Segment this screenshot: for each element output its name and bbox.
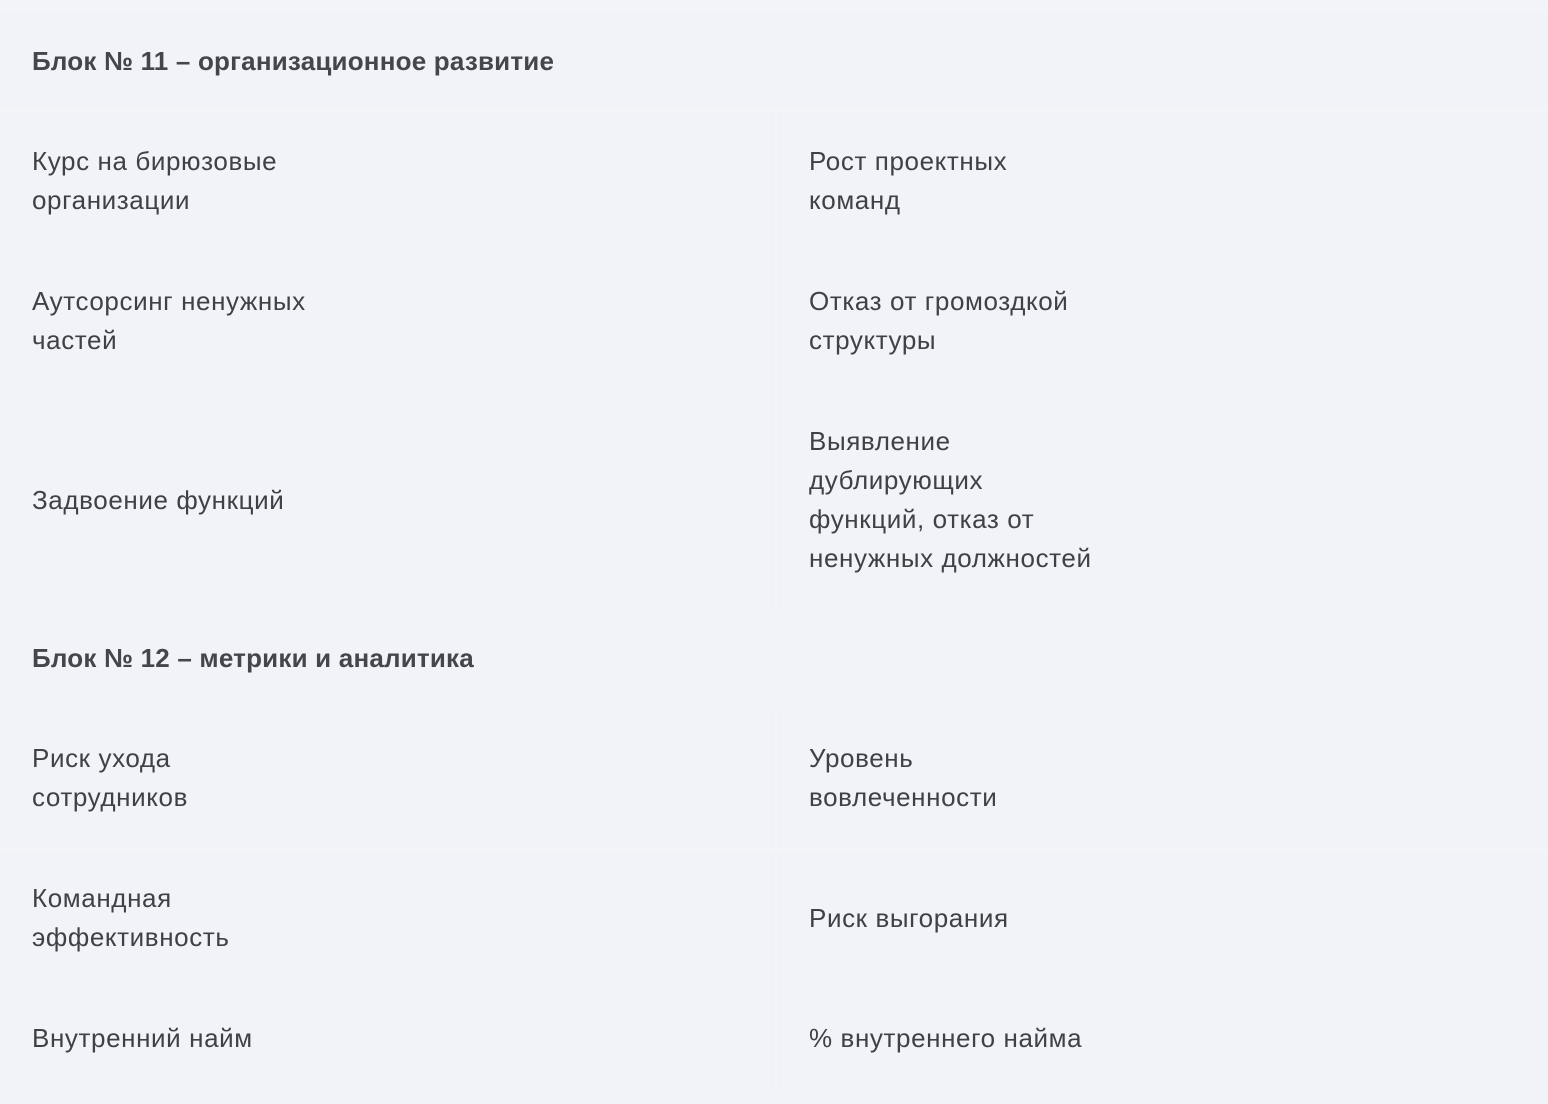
- cell-right-text: Уровень вовлеченности: [809, 743, 998, 812]
- block-title-11-text: Блок № 11 – организационное развитие: [32, 45, 555, 76]
- top-strip: [0, 0, 1548, 12]
- cell-left-text: Риск ухода сотрудников: [32, 743, 188, 812]
- block-title-11: [0, 12, 1548, 110]
- cell-right: [775, 849, 1548, 987]
- cell-left: [0, 251, 775, 391]
- cell-left: [0, 391, 775, 609]
- block-title-12-text: Блок № 12 – метрики и аналитика: [32, 642, 474, 673]
- cell-right-text: % внутреннего найма: [809, 1022, 1083, 1053]
- table-row: [0, 849, 1548, 987]
- cell-left: [0, 111, 775, 251]
- cell-right: [775, 111, 1548, 251]
- block-title-12: [0, 609, 1548, 707]
- cell-right: [775, 708, 1548, 848]
- cell-right-text: Выявление дублирующих функций, отказ от ненужных должностей: [809, 426, 1092, 573]
- table-row: [0, 708, 1548, 848]
- cell-right-text: Риск выгорания: [809, 902, 1009, 933]
- cell-left: [0, 708, 775, 848]
- cell-left-text: Задвоение функций: [32, 484, 285, 515]
- cell-right: [775, 987, 1548, 1089]
- table-row: [0, 987, 1548, 1089]
- table-row: [0, 391, 1548, 609]
- cell-left-text: Курс на бирюзовые организации: [32, 146, 278, 215]
- table-row: [0, 251, 1548, 391]
- cell-left-text: Внутренний найм: [32, 1022, 253, 1053]
- cell-right: [775, 391, 1548, 609]
- cell-left: [0, 987, 775, 1089]
- cell-right-text: Отказ от громоздкой структуры: [809, 286, 1069, 355]
- cell-left-text: Аутсорсинг ненужных частей: [32, 286, 306, 355]
- cell-right: [775, 251, 1548, 391]
- cell-right-text: Рост проектных команд: [809, 146, 1008, 215]
- cell-left-text: Командная эффективность: [32, 883, 230, 952]
- table-row: [0, 111, 1548, 251]
- cell-left: [0, 849, 775, 987]
